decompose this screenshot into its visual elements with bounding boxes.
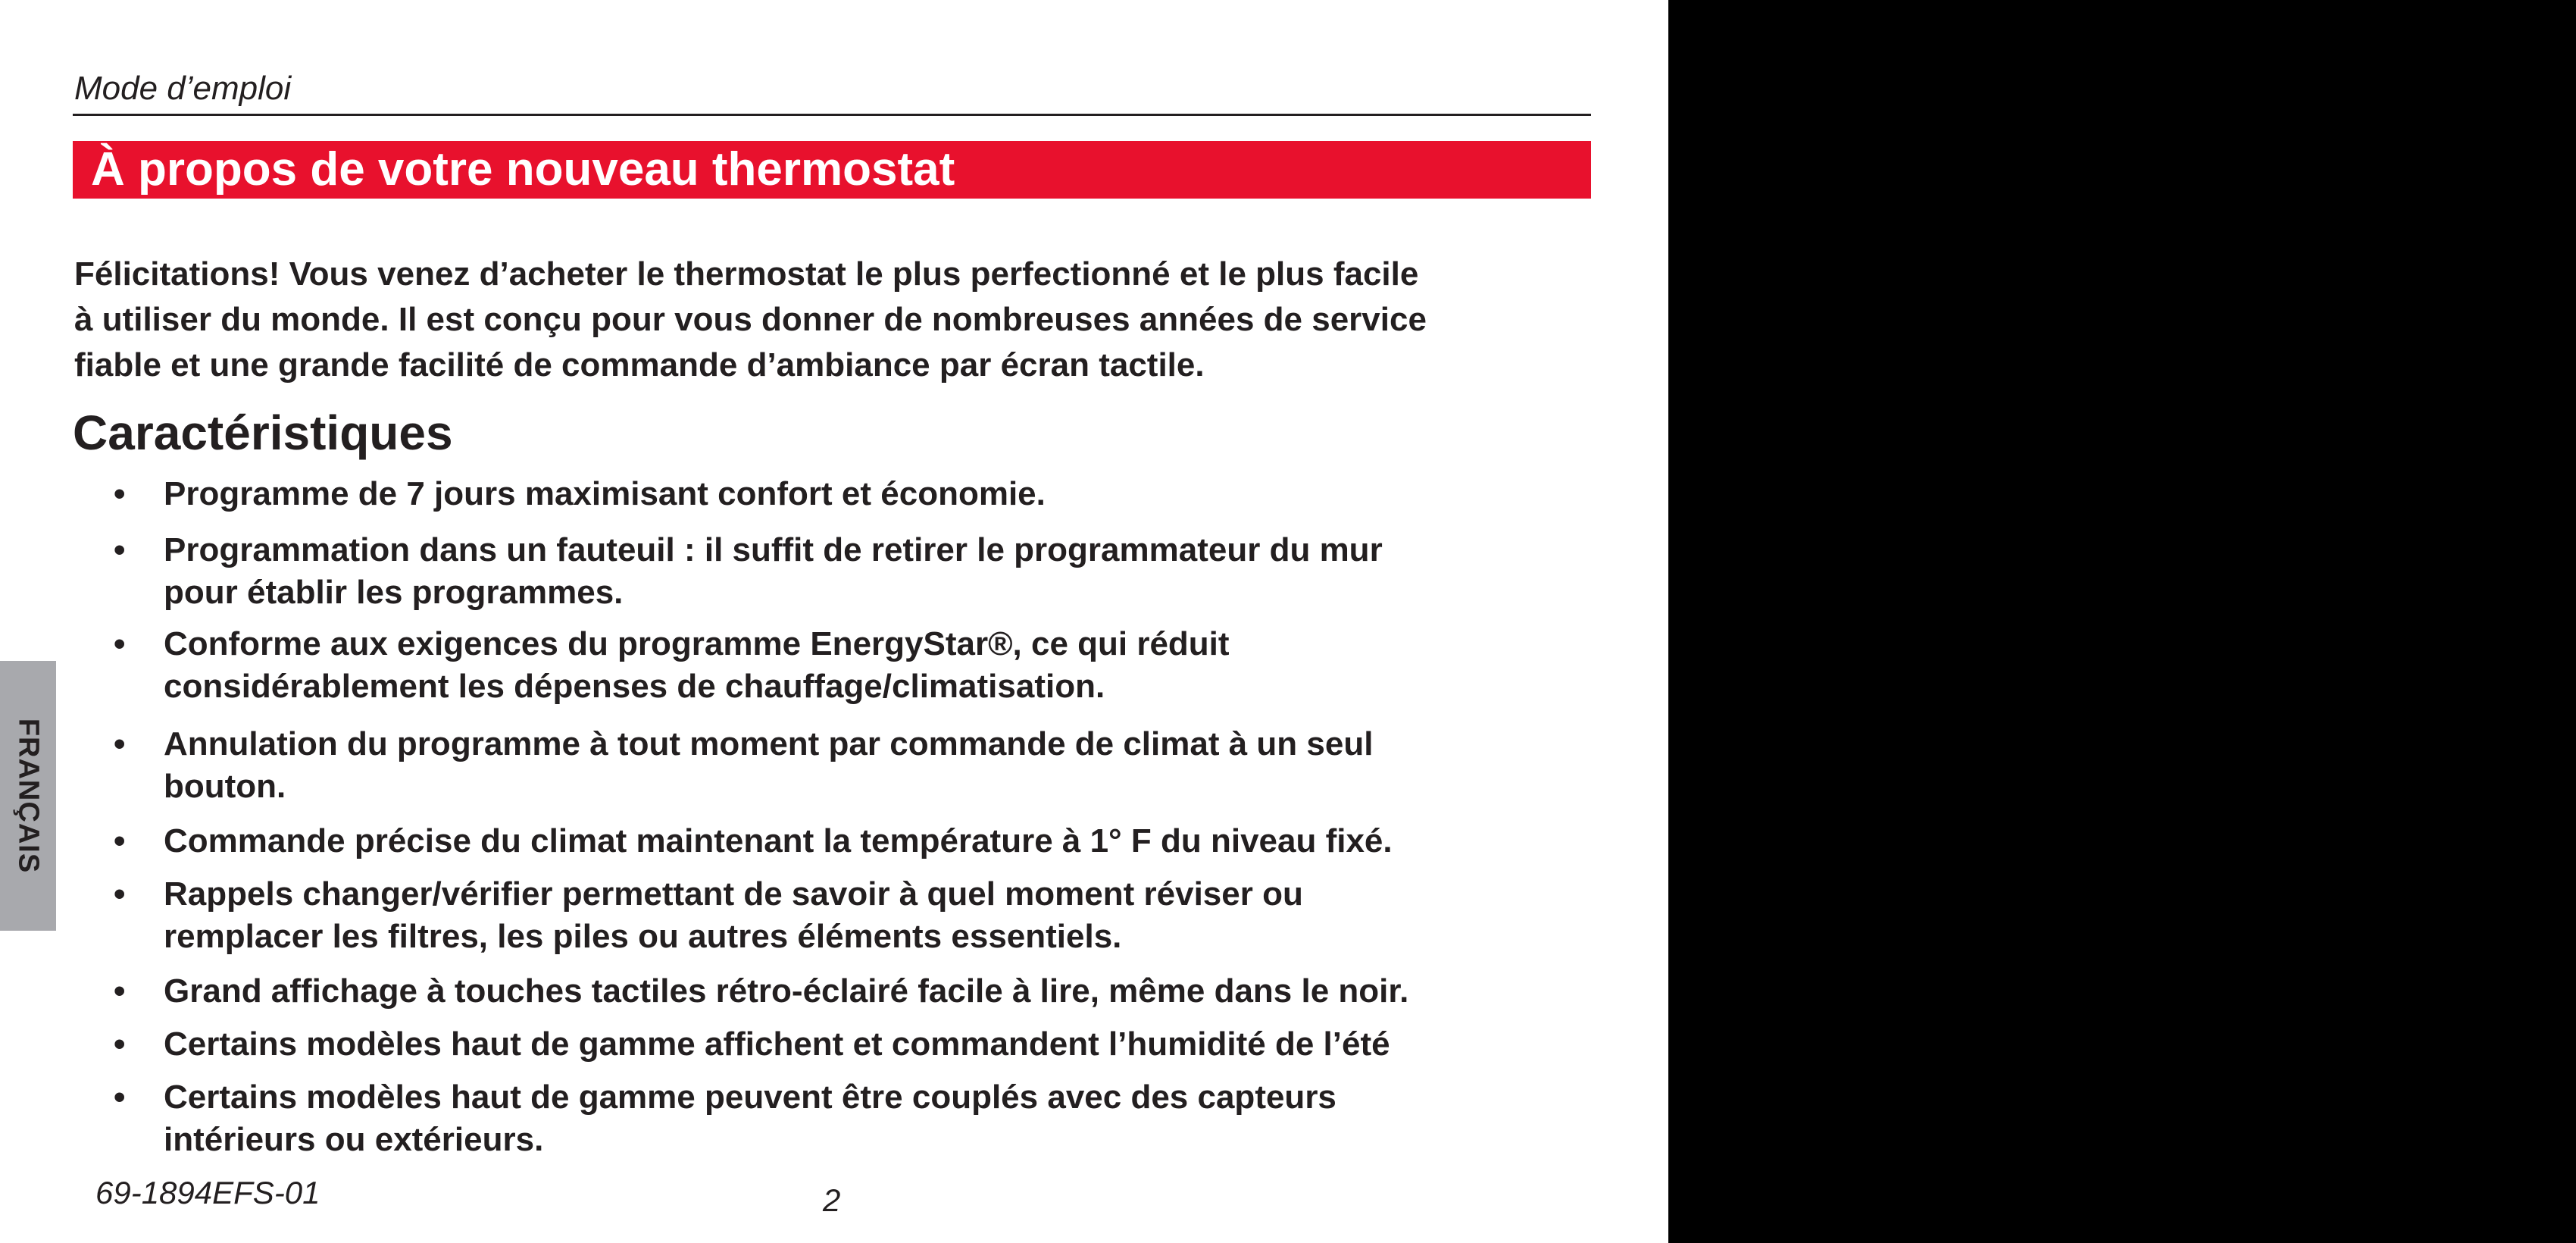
title-bar (73, 141, 1591, 199)
bullet-icon: • (114, 1025, 126, 1063)
bullet-icon: • (114, 972, 126, 1010)
bullet-icon: • (114, 531, 126, 568)
bullet-icon: • (114, 625, 126, 662)
black-panel (1668, 0, 2576, 1243)
feature-line: intérieurs ou extérieurs. (164, 1121, 544, 1158)
header-label: Mode d’emploi (74, 70, 292, 107)
language-tab-label: FRANÇAIS (12, 718, 45, 874)
feature-text (164, 529, 1603, 614)
feature-line: Commande précise du climat maintenant la température à 1° F du niveau fixé. (164, 822, 1393, 859)
feature-line: Programmation dans un fauteuil : il suffit de retirer le programmateur du mur (164, 531, 1383, 568)
feature-line: considérablement les dépenses de chauffage/climatisation. (164, 668, 1105, 705)
footer-doc-number: 69-1894EFS-01 (95, 1175, 320, 1210)
header-divider (73, 114, 1591, 116)
feature-line: Conforme aux exigences du programme EnergyStar®, ce qui réduit (164, 625, 1230, 662)
language-tab (0, 661, 56, 931)
feature-text (164, 1023, 1603, 1066)
page-title: À propos de votre nouveau thermostat (91, 143, 955, 196)
intro-paragraph (74, 252, 1597, 388)
bullet-icon: • (114, 1079, 126, 1116)
intro-line: Félicitations! Vous venez d’acheter le thermostat le plus perfectionné et le plus facile (74, 255, 1419, 293)
bullet-icon: • (114, 475, 126, 512)
feature-line: bouton. (164, 768, 286, 805)
feature-text (164, 820, 1603, 863)
feature-line: Annulation du programme à tout moment par commande de climat à un seul (164, 725, 1374, 762)
feature-text (164, 623, 1603, 708)
feature-line: Certains modèles haut de gamme affichent et commandent l’humidité de l’été (164, 1025, 1390, 1063)
bullet-icon: • (114, 875, 126, 913)
feature-line: Rappels changer/vérifier permettant de savoir à quel moment réviser ou (164, 875, 1303, 913)
feature-line: pour établir les programmes. (164, 574, 624, 611)
intro-line: à utiliser du monde. Il est conçu pour vous donner de nombreuses années de service (74, 301, 1427, 338)
feature-text (164, 1076, 1603, 1161)
feature-line: Grand affichage à touches tactiles rétro-éclairé facile à lire, même dans le noir. (164, 972, 1409, 1010)
feature-line: remplacer les filtres, les piles ou autres éléments essentiels. (164, 918, 1122, 955)
feature-text (164, 970, 1603, 1013)
bullet-icon: • (114, 725, 126, 762)
feature-text (164, 873, 1603, 958)
footer-page-number: 2 (823, 1182, 841, 1218)
feature-line: Certains modèles haut de gamme peuvent être couplés avec des capteurs (164, 1079, 1336, 1116)
bullet-icon: • (114, 822, 126, 859)
intro-line: fiable et une grande facilité de commande d’ambiance par écran tactile. (74, 346, 1205, 384)
features-heading: Caractéristiques (73, 405, 453, 460)
feature-line: Programme de 7 jours maximisant confort et économie. (164, 475, 1046, 512)
feature-text (164, 723, 1603, 808)
feature-text (164, 473, 1603, 515)
